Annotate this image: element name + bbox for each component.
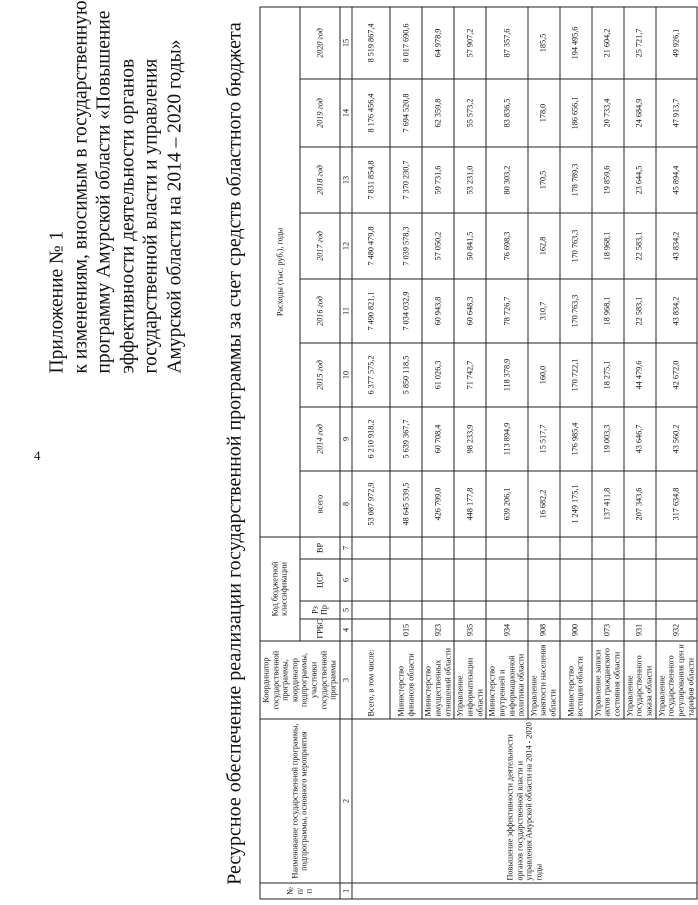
- year-value-cell: 8 017 690,6: [390, 7, 422, 79]
- csr-cell: [422, 559, 454, 601]
- total-value-cell: 16 682,2: [528, 471, 560, 537]
- year-value-cell: 113 894,9: [486, 407, 527, 471]
- rzpr-cell: [528, 601, 560, 619]
- total-value-cell: 426 799,0: [422, 471, 454, 537]
- year-value-cell: 8 519 867,4: [352, 7, 390, 79]
- year-value-cell: 59 731,6: [422, 147, 454, 213]
- coordinator-cell: Всего, в том числе:: [352, 641, 390, 719]
- coordinator-cell: Министерство финансов области: [390, 641, 422, 719]
- year-value-cell: 22 583,1: [624, 213, 656, 279]
- year-value-cell: 49 926,1: [656, 7, 697, 79]
- appendix-line: Амурской области на 2014 – 2020 годы»: [164, 39, 185, 374]
- header-rzpr: Рз Пр: [300, 601, 340, 619]
- header-year: 2014 год: [300, 407, 340, 471]
- header-budget-code: Код бюджетной классификации: [260, 537, 300, 641]
- vr-cell: [486, 537, 527, 559]
- csr-cell: [624, 559, 656, 601]
- vr-cell: [592, 537, 624, 559]
- grbs-cell: 908: [528, 619, 560, 641]
- grbs-cell: 073: [592, 619, 624, 641]
- rzpr-cell: [390, 601, 422, 619]
- vr-cell: [656, 537, 697, 559]
- header-expenses: Расходы (тыс. руб.), годы: [260, 7, 300, 537]
- header-year: 2016 год: [300, 279, 340, 343]
- year-value-cell: 22 583,1: [624, 279, 656, 343]
- coordinator-cell: Управление занятости населения области: [528, 641, 560, 719]
- header-csr: ЦСР: [300, 559, 340, 601]
- col-number: 8: [340, 471, 353, 537]
- header-name: Наименование государственной программы, подпрограммы, основного мероприятия: [260, 719, 340, 883]
- table-row: [352, 7, 390, 899]
- year-value-cell: 44 479,6: [624, 343, 656, 407]
- year-value-cell: 43 834,2: [656, 279, 697, 343]
- header-total: всего: [300, 471, 340, 537]
- rzpr-cell: [422, 601, 454, 619]
- page-number: 4: [34, 448, 41, 463]
- year-value-cell: 7 480 479,8: [352, 213, 390, 279]
- header-vr: ВР: [300, 537, 340, 559]
- year-value-cell: 170,5: [528, 147, 560, 213]
- year-value-cell: 62 359,8: [422, 79, 454, 147]
- appendix-line: к изменениям, вносимым в государственную: [70, 0, 91, 374]
- coordinator-cell: Управление информатизации области: [454, 641, 486, 719]
- appendix-line: государственной власти и управления: [140, 58, 162, 374]
- grbs-cell: 935: [454, 619, 486, 641]
- year-value-cell: 83 836,5: [486, 79, 527, 147]
- total-value-cell: 639 206,1: [486, 471, 527, 537]
- year-value-cell: 160,0: [528, 343, 560, 407]
- col-number: 10: [340, 343, 353, 407]
- col-number: 12: [340, 213, 353, 279]
- grbs-cell: [352, 619, 390, 641]
- col-number: 9: [340, 407, 353, 471]
- year-value-cell: 178 789,3: [560, 147, 592, 213]
- header-year: 2019 год: [300, 79, 340, 147]
- vr-cell: [352, 537, 390, 559]
- program-number-cell: [352, 883, 697, 899]
- vr-cell: [624, 537, 656, 559]
- year-value-cell: 170 722,1: [560, 343, 592, 407]
- year-value-cell: 7 490 821,1: [352, 279, 390, 343]
- program-name-cell: Повышение эффективности деятельности органов государственной власти и управления Амурской области на 2014 - 2020 годы: [352, 719, 697, 883]
- column-number-row: [340, 7, 353, 899]
- grbs-cell: 931: [624, 619, 656, 641]
- header-year: 2020 год: [300, 7, 340, 79]
- year-value-cell: 87 357,6: [486, 7, 527, 79]
- year-value-cell: 47 913,7: [656, 79, 697, 147]
- col-number: 1: [340, 883, 353, 899]
- year-value-cell: 19 859,6: [592, 147, 624, 213]
- year-value-cell: 19 003,3: [592, 407, 624, 471]
- year-value-cell: 18 968,1: [592, 213, 624, 279]
- year-value-cell: 5 850 118,5: [390, 343, 422, 407]
- vr-cell: [528, 537, 560, 559]
- header-year: 2018 год: [300, 147, 340, 213]
- year-value-cell: 57 050,2: [422, 213, 454, 279]
- year-value-cell: 60 943,8: [422, 279, 454, 343]
- year-value-cell: 43 834,2: [656, 213, 697, 279]
- col-number: 11: [340, 279, 353, 343]
- year-value-cell: 60 648,3: [454, 279, 486, 343]
- coordinator-cell: Министерство имущественных отношений области: [422, 641, 454, 719]
- header-year: 2017 год: [300, 213, 340, 279]
- col-number: 14: [340, 79, 353, 147]
- year-value-cell: 45 894,4: [656, 147, 697, 213]
- year-value-cell: 23 644,5: [624, 147, 656, 213]
- col-number: 6: [340, 559, 353, 601]
- rzpr-cell: [656, 601, 697, 619]
- csr-cell: [560, 559, 592, 601]
- year-value-cell: 7 694 520,8: [390, 79, 422, 147]
- table-caption: Ресурсное обеспечение реализации государственной программы за счет средств областного бюджета: [223, 22, 246, 885]
- year-value-cell: 43 560,2: [656, 407, 697, 471]
- col-number: 3: [340, 641, 353, 719]
- year-value-cell: 20 733,4: [592, 79, 624, 147]
- total-value-cell: 53 087 972,9: [352, 471, 390, 537]
- csr-cell: [454, 559, 486, 601]
- year-value-cell: 18 275,1: [592, 343, 624, 407]
- header-coordinator: Координатор государственной программы, координатор подпрограммы, участники государственной программы: [260, 641, 340, 719]
- year-value-cell: 60 708,4: [422, 407, 454, 471]
- col-number: 7: [340, 537, 353, 559]
- col-number: 2: [340, 719, 353, 883]
- coordinator-cell: Министерство юстиции области: [560, 641, 592, 719]
- total-value-cell: 48 645 539,5: [390, 471, 422, 537]
- rzpr-cell: [454, 601, 486, 619]
- coordinator-cell: Управление государственного заказа области: [624, 641, 656, 719]
- csr-cell: [656, 559, 697, 601]
- year-value-cell: 186 656,1: [560, 79, 592, 147]
- year-value-cell: 185,5: [528, 7, 560, 79]
- year-value-cell: 310,7: [528, 279, 560, 343]
- rzpr-cell: [592, 601, 624, 619]
- vr-cell: [422, 537, 454, 559]
- coordinator-cell: Министерство внутренней и информационной политики области: [486, 641, 527, 719]
- year-value-cell: 178,0: [528, 79, 560, 147]
- year-value-cell: 170 763,3: [560, 213, 592, 279]
- col-number: 13: [340, 147, 353, 213]
- year-value-cell: 162,8: [528, 213, 560, 279]
- year-value-cell: 18 968,1: [592, 279, 624, 343]
- year-value-cell: 71 742,7: [454, 343, 486, 407]
- year-value-cell: 7 039 578,3: [390, 213, 422, 279]
- grbs-cell: 015: [390, 619, 422, 641]
- year-value-cell: 55 573,2: [454, 79, 486, 147]
- appendix-block: [46, 0, 187, 374]
- total-value-cell: 137 411,8: [592, 471, 624, 537]
- year-value-cell: 7 034 032,9: [390, 279, 422, 343]
- year-value-cell: 176 985,4: [560, 407, 592, 471]
- header-no: № п/п: [260, 883, 340, 899]
- total-value-cell: 317 634,8: [656, 471, 697, 537]
- year-value-cell: 7 831 854,8: [352, 147, 390, 213]
- header-grbs: ГРБС: [300, 619, 340, 641]
- year-value-cell: 5 639 367,7: [390, 407, 422, 471]
- year-value-cell: 78 726,7: [486, 279, 527, 343]
- col-number: 5: [340, 601, 353, 619]
- csr-cell: [528, 559, 560, 601]
- header-year: 2015 год: [300, 343, 340, 407]
- year-value-cell: 80 303,2: [486, 147, 527, 213]
- year-value-cell: 25 721,7: [624, 7, 656, 79]
- coordinator-cell: Управление записи актов гражданского состояния области: [592, 641, 624, 719]
- year-value-cell: 194 495,6: [560, 7, 592, 79]
- appendix-title: Приложение № 1: [46, 230, 68, 374]
- total-value-cell: 207 343,6: [624, 471, 656, 537]
- resource-table: [260, 6, 698, 899]
- year-value-cell: 6 210 918,2: [352, 407, 390, 471]
- year-value-cell: 57 907,2: [454, 7, 486, 79]
- year-value-cell: 7 370 230,7: [390, 147, 422, 213]
- year-value-cell: 98 233,9: [454, 407, 486, 471]
- vr-cell: [390, 537, 422, 559]
- grbs-cell: 932: [656, 619, 697, 641]
- year-value-cell: 43 646,7: [624, 407, 656, 471]
- rotated-sheet: [36, 0, 695, 900]
- rzpr-cell: [560, 601, 592, 619]
- year-value-cell: 170 763,3: [560, 279, 592, 343]
- appendix-line: программу Амурской области «Повышение: [93, 10, 115, 374]
- rzpr-cell: [624, 601, 656, 619]
- rzpr-cell: [486, 601, 527, 619]
- vr-cell: [560, 537, 592, 559]
- total-value-cell: 1 249 175,1: [560, 471, 592, 537]
- coordinator-cell: Управление государственного регулирования цен и тарифов области: [656, 641, 697, 719]
- year-value-cell: 6 377 575,2: [352, 343, 390, 407]
- table-body: [352, 7, 697, 899]
- year-value-cell: 64 978,9: [422, 7, 454, 79]
- year-value-cell: 61 026,3: [422, 343, 454, 407]
- csr-cell: [352, 559, 390, 601]
- year-value-cell: 76 698,3: [486, 213, 527, 279]
- year-value-cell: 53 231,0: [454, 147, 486, 213]
- grbs-cell: 900: [560, 619, 592, 641]
- year-value-cell: 118 378,9: [486, 343, 527, 407]
- year-value-cell: 42 672,0: [656, 343, 697, 407]
- col-number: 15: [340, 7, 353, 79]
- csr-cell: [592, 559, 624, 601]
- csr-cell: [486, 559, 527, 601]
- grbs-cell: 923: [422, 619, 454, 641]
- year-value-cell: 24 684,9: [624, 79, 656, 147]
- grbs-cell: 934: [486, 619, 527, 641]
- year-value-cell: 21 604,2: [592, 7, 624, 79]
- appendix-line: эффективности деятельности органов: [117, 58, 138, 374]
- vr-cell: [454, 537, 486, 559]
- rzpr-cell: [352, 601, 390, 619]
- col-number: 4: [340, 619, 353, 641]
- year-value-cell: 15 517,7: [528, 407, 560, 471]
- total-value-cell: 448 177,8: [454, 471, 486, 537]
- year-value-cell: 8 176 456,4: [352, 79, 390, 147]
- csr-cell: [390, 559, 422, 601]
- year-value-cell: 50 841,5: [454, 213, 486, 279]
